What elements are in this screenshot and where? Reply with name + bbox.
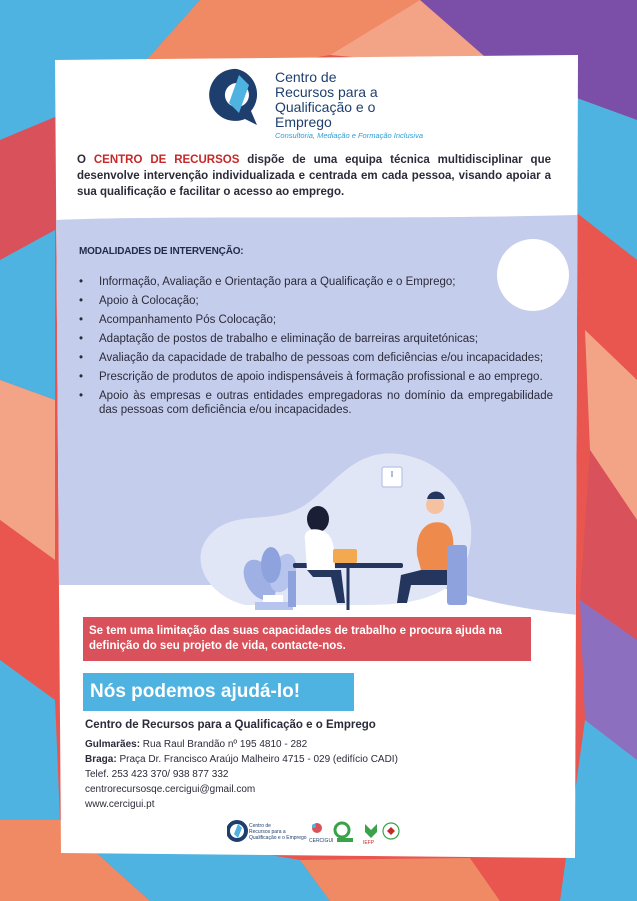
partner-iefp: IEFP [363, 840, 375, 846]
emblem-logo-icon [383, 823, 399, 839]
braga-text: Praça Dr. Francisco Araújo Malheiro 4715 - 029 (edifício CADI) [116, 754, 398, 765]
phone-text: Telef. 253 423 370/ 938 877 332 [85, 769, 229, 780]
slogan-banner: Nós podemos ajudá-lo! [83, 673, 354, 711]
partner-cercigui: CERCIGUI [309, 838, 334, 844]
clock-icon [382, 467, 402, 487]
guimaraes-label: Gulmarães: [85, 739, 141, 750]
contact-call-banner: Se tem uma limitação das suas capacidades de trabalho e procura ajuda na definição do seu projeto de vida, contacte-nos. [83, 617, 531, 661]
list-item: • Adaptação de postos de trabalho e eliminação de barreiras arquitetónicas; [79, 332, 553, 346]
crqe-logo [205, 63, 435, 140]
logo-line-3: Qualificação e o Emprego [275, 99, 376, 130]
intro-prefix: O [77, 154, 94, 166]
braga-address [85, 752, 515, 767]
crqe-logo-mark-icon [205, 63, 269, 127]
list-item: • Prescrição de produtos de apoio indispensáveis à formação profissional e ao emprego. [79, 370, 553, 384]
contact-block [85, 718, 515, 812]
braga-label: Braga: [85, 754, 117, 765]
website-link[interactable]: www.cercigui.pt [85, 799, 155, 810]
intro-text: dispõe de uma equipa técnica multidisciplinar que desenvolve intervenção individualizada e centrada em cada pessoa, visando apoiar a sua qualificação e facilitar o acesso ao emprego. [77, 154, 551, 198]
contact-title: Centro de Recursos para a Qualificação e o Emprego [85, 719, 376, 731]
list-item: • Apoio às empresas e outras entidades empregadoras no domínio da empregabilidade das pessoas com deficiência e/ou incapacidades. [79, 389, 553, 417]
email-link[interactable]: centrorecursosqe.cercigui@gmail.com [85, 784, 256, 795]
list-item: • Informação, Avaliação e Orientação para a Qualificação e o Emprego; [79, 275, 553, 289]
modalidades-title: MODALIDADES DE INTERVENÇÃO: [79, 246, 244, 257]
cercigui-logo-icon [309, 823, 333, 844]
interview-illustration [185, 445, 485, 610]
svg-text:Qualificação e o Emprego: Qualificação e o Emprego [249, 835, 307, 841]
list-item: • Avaliação da capacidade de trabalho de pessoas com deficiências e/ou incapacidades; [79, 351, 553, 365]
svg-text:Recursos para a: Recursos para a [249, 829, 286, 835]
guimaraes-text: Rua Raul Brandão nº 195 4810 - 282 [140, 739, 308, 750]
logo-subtitle: Consultoria, Mediação e Formação Inclusiva [275, 131, 423, 140]
crqe-small-logo-icon [228, 822, 307, 841]
modalidades-list [79, 275, 553, 422]
logo-line-1: Centro de [275, 69, 337, 85]
intro-highlight: CENTRO DE RECURSOS [93, 154, 240, 166]
partner-c-logo-icon [335, 823, 353, 842]
partner-logos [227, 818, 407, 846]
logo-line-2: Recursos para a [275, 84, 378, 100]
intro-paragraph [77, 152, 551, 200]
iefp-logo-icon [363, 824, 377, 846]
list-item: • Apoio à Colocação; [79, 294, 553, 308]
svg-text:Centro de: Centro de [249, 823, 271, 829]
list-item: • Acompanhamento Pós Colocação; [79, 313, 553, 327]
guimaraes-address [85, 737, 515, 752]
flyer-card [55, 55, 578, 858]
